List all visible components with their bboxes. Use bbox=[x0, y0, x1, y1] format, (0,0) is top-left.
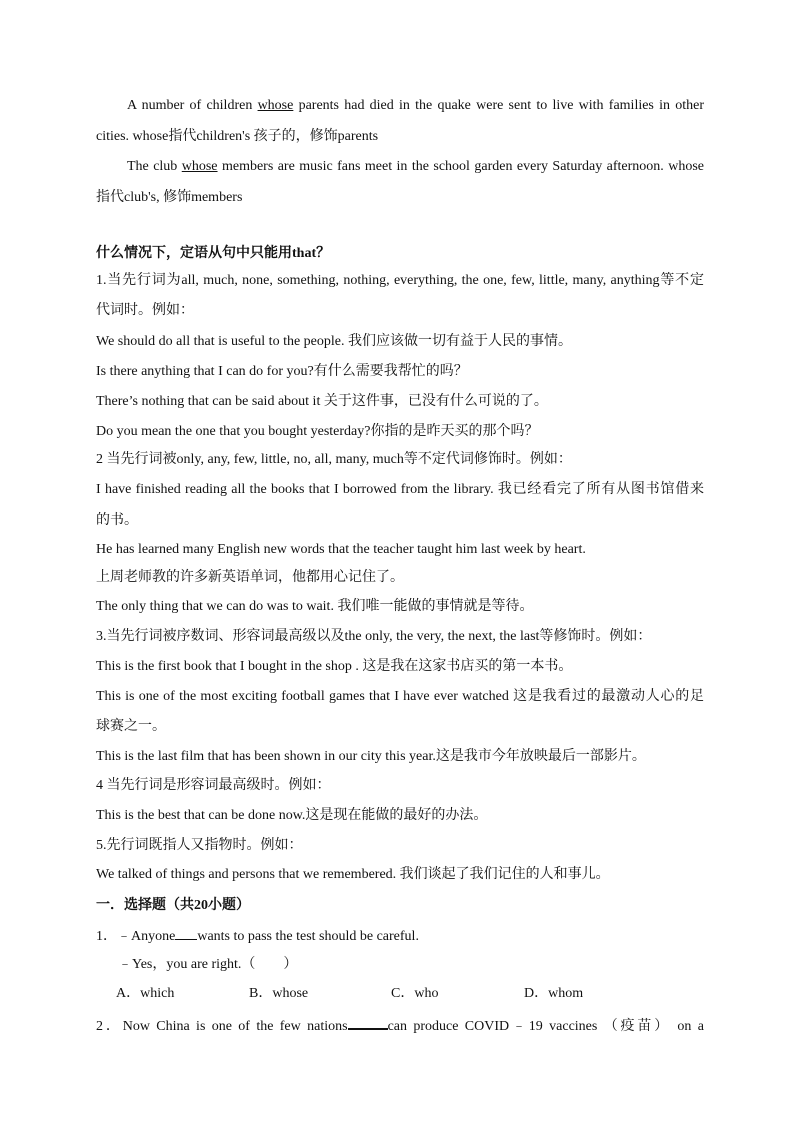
example-sentence: This is the first book that I bought in the shop . 这是我在这家书店买的第一本书。 bbox=[96, 659, 573, 674]
example-sentence: Do you mean the one that you bought yesterday?你指的是昨天买的那个吗？ bbox=[96, 424, 539, 439]
option-d[interactable]: D．whom bbox=[524, 986, 584, 1001]
option-b[interactable]: B．whose bbox=[249, 986, 309, 1001]
example-sentence: There’s nothing that can be said about it 关于这件事，已没有什么可说的了。 bbox=[96, 394, 548, 409]
underlined-whose: whose bbox=[181, 159, 218, 174]
example-sentence: He has learned many English new words that the teacher taught him last week by heart. bbox=[96, 542, 586, 557]
answer-blank bbox=[348, 1015, 388, 1030]
rule-5: 5.先行词既指人又指物时。例如： bbox=[96, 838, 303, 853]
example-sentence: We talked of things and persons that we remembered. 我们谈起了我们记住的人和事儿。 bbox=[96, 867, 610, 882]
exercise-heading: 一．选择题（共20小题） bbox=[96, 898, 250, 913]
whose-example-1-line-2: cities. whose指代children's 孩子的，修饰parents bbox=[96, 129, 379, 144]
question-1: 1．﹣Anyone wants to pass the test should be careful. bbox=[96, 926, 419, 946]
question-2: 2．Now China is one of the few nations can produce COVID﹣19 vaccines （疫苗） on a bbox=[96, 1015, 704, 1036]
rule-4: 4 当先行词是形容词最高级时。例如： bbox=[96, 778, 331, 793]
whose-example-2-line-1: The club whose members are music fans meet in the school garden every Saturday afternoon. whose bbox=[127, 159, 704, 174]
rule-1-line-2: 代词时。例如： bbox=[96, 303, 194, 318]
example-sentence-continued: 球赛之一。 bbox=[96, 719, 166, 734]
example-sentence: We should do all that is useful to the people. 我们应该做一切有益于人民的事情。 bbox=[96, 334, 572, 349]
whose-example-2-line-2: 指代club's, 修饰members bbox=[96, 190, 243, 205]
example-sentence: Is there anything that I can do for you?有什么需要我帮忙的吗？ bbox=[96, 364, 468, 379]
underlined-whose: whose bbox=[257, 98, 294, 113]
rule-2: 2 当先行词被only, any, few, little, no, all, many, much等不定代词修饰时。例如： bbox=[96, 452, 572, 467]
rule-3: 3.当先行词被序数词、形容词最高级以及the only, the very, the next, the last等修饰时。例如： bbox=[96, 629, 652, 644]
example-sentence: This is one of the most exciting football games that I have ever watched 这是我看过的最激动人心的足 bbox=[96, 689, 704, 704]
example-sentence: The only thing that we can do was to wait. 我们唯一能做的事情就是等待。 bbox=[96, 599, 534, 614]
option-a[interactable]: A．which bbox=[116, 986, 175, 1001]
question-1-response: ﹣Yes，you are right.（ ） bbox=[118, 957, 298, 972]
example-sentence-continued: 的书。 bbox=[96, 513, 138, 528]
option-c[interactable]: C．who bbox=[391, 986, 439, 1001]
example-sentence: This is the best that can be done now.这是现在能做的最好的办法。 bbox=[96, 808, 488, 823]
example-sentence: This is the last film that has been shown in our city this year.这是我市今年放映最后一部影片。 bbox=[96, 749, 646, 764]
section-heading-that: 什么情况下，定语从句中只能用that？ bbox=[96, 246, 331, 261]
rule-1-line-1: 1.当先行词为all, much, none, something, nothing, everything, the one, few, little, many, anything等不定 bbox=[96, 273, 704, 288]
example-sentence-translation: 上周老师教的许多新英语单词，他都用心记住了。 bbox=[96, 570, 404, 585]
whose-example-1-line-1: A number of children whose parents had died in the quake were sent to live with families in other bbox=[127, 98, 704, 113]
example-sentence: I have finished reading all the books that I borrowed from the library. 我已经看完了所有从图书馆借来 bbox=[96, 482, 704, 497]
answer-blank bbox=[175, 926, 197, 940]
